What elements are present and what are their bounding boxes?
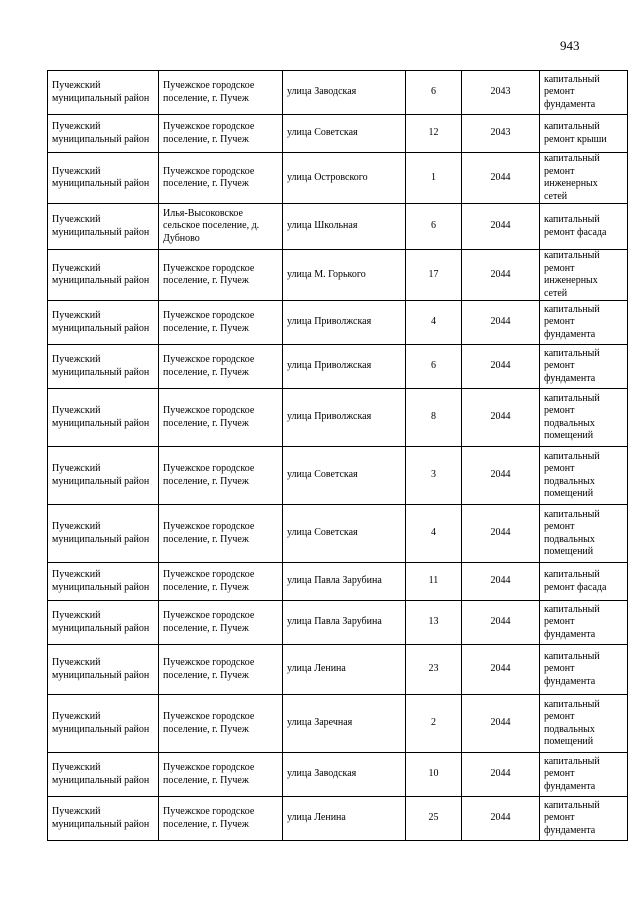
street-cell: улица Павла Зарубина bbox=[283, 601, 406, 645]
work-type-cell: капитальный ремонт крыши bbox=[540, 115, 628, 153]
work-type-cell: капитальный ремонт подвальных помещений bbox=[540, 505, 628, 563]
table-row bbox=[48, 71, 628, 115]
street-cell: улица Ленина bbox=[283, 645, 406, 695]
settlement-cell: Пучежское городское поселение, г. Пучеж bbox=[159, 695, 283, 753]
table-row bbox=[48, 753, 628, 797]
house-number-cell: 1 bbox=[406, 153, 462, 204]
district-cell: Пучежский муниципальный район bbox=[48, 153, 159, 204]
street-cell: улица Приволжская bbox=[283, 301, 406, 345]
table-row bbox=[48, 250, 628, 301]
work-type-cell: капитальный ремонт подвальных помещений bbox=[540, 695, 628, 753]
table-row bbox=[48, 345, 628, 389]
street-cell: улица Заводская bbox=[283, 753, 406, 797]
house-number-cell: 11 bbox=[406, 563, 462, 601]
table-row bbox=[48, 505, 628, 563]
district-cell: Пучежский муниципальный район bbox=[48, 563, 159, 601]
work-type-cell: капитальный ремонт фундамента bbox=[540, 71, 628, 115]
year-cell: 2044 bbox=[462, 447, 540, 505]
settlement-cell: Пучежское городское поселение, г. Пучеж bbox=[159, 505, 283, 563]
district-cell: Пучежский муниципальный район bbox=[48, 601, 159, 645]
settlement-cell: Пучежское городское поселение, г. Пучеж bbox=[159, 345, 283, 389]
street-cell: улица М. Горького bbox=[283, 250, 406, 301]
year-cell: 2044 bbox=[462, 345, 540, 389]
table-row bbox=[48, 389, 628, 447]
district-cell: Пучежский муниципальный район bbox=[48, 645, 159, 695]
work-type-cell: капитальный ремонт фасада bbox=[540, 204, 628, 250]
settlement-cell: Илья-Высоковское сельское поселение, д. Дубново bbox=[159, 204, 283, 250]
house-number-cell: 4 bbox=[406, 505, 462, 563]
street-cell: улица Ленина bbox=[283, 797, 406, 841]
work-type-cell: капитальный ремонт фундамента bbox=[540, 601, 628, 645]
street-cell: улица Приволжская bbox=[283, 389, 406, 447]
district-cell: Пучежский муниципальный район bbox=[48, 505, 159, 563]
settlement-cell: Пучежское городское поселение, г. Пучеж bbox=[159, 389, 283, 447]
table-row bbox=[48, 153, 628, 204]
settlement-cell: Пучежское городское поселение, г. Пучеж bbox=[159, 115, 283, 153]
year-cell: 2044 bbox=[462, 645, 540, 695]
work-type-cell: капитальный ремонт фасада bbox=[540, 563, 628, 601]
district-cell: Пучежский муниципальный район bbox=[48, 345, 159, 389]
settlement-cell: Пучежское городское поселение, г. Пучеж bbox=[159, 447, 283, 505]
house-number-cell: 8 bbox=[406, 389, 462, 447]
work-type-cell: капитальный ремонт фундамента bbox=[540, 753, 628, 797]
repair-schedule-table bbox=[47, 70, 628, 841]
house-number-cell: 4 bbox=[406, 301, 462, 345]
year-cell: 2044 bbox=[462, 204, 540, 250]
house-number-cell: 10 bbox=[406, 753, 462, 797]
year-cell: 2044 bbox=[462, 505, 540, 563]
house-number-cell: 17 bbox=[406, 250, 462, 301]
district-cell: Пучежский муниципальный район bbox=[48, 115, 159, 153]
house-number-cell: 12 bbox=[406, 115, 462, 153]
year-cell: 2043 bbox=[462, 71, 540, 115]
page-number: 943 bbox=[560, 38, 580, 53]
work-type-cell: капитальный ремонт фундамента bbox=[540, 301, 628, 345]
table-row bbox=[48, 695, 628, 753]
work-type-cell: капитальный ремонт инженерных сетей bbox=[540, 250, 628, 301]
settlement-cell: Пучежское городское поселение, г. Пучеж bbox=[159, 797, 283, 841]
year-cell: 2044 bbox=[462, 389, 540, 447]
street-cell: улица Островского bbox=[283, 153, 406, 204]
house-number-cell: 25 bbox=[406, 797, 462, 841]
year-cell: 2044 bbox=[462, 753, 540, 797]
settlement-cell: Пучежское городское поселение, г. Пучеж bbox=[159, 753, 283, 797]
table-body bbox=[48, 71, 628, 841]
street-cell: улица Заводская bbox=[283, 71, 406, 115]
settlement-cell: Пучежское городское поселение, г. Пучеж bbox=[159, 563, 283, 601]
house-number-cell: 6 bbox=[406, 345, 462, 389]
house-number-cell: 23 bbox=[406, 645, 462, 695]
table-row bbox=[48, 601, 628, 645]
work-type-cell: капитальный ремонт фундамента bbox=[540, 645, 628, 695]
table-row bbox=[48, 797, 628, 841]
street-cell: улица Павла Зарубина bbox=[283, 563, 406, 601]
street-cell: улица Приволжская bbox=[283, 345, 406, 389]
year-cell: 2044 bbox=[462, 153, 540, 204]
street-cell: улица Школьная bbox=[283, 204, 406, 250]
house-number-cell: 13 bbox=[406, 601, 462, 645]
table-row bbox=[48, 645, 628, 695]
settlement-cell: Пучежское городское поселение, г. Пучеж bbox=[159, 153, 283, 204]
house-number-cell: 6 bbox=[406, 204, 462, 250]
district-cell: Пучежский муниципальный район bbox=[48, 71, 159, 115]
year-cell: 2044 bbox=[462, 601, 540, 645]
settlement-cell: Пучежское городское поселение, г. Пучеж bbox=[159, 301, 283, 345]
house-number-cell: 3 bbox=[406, 447, 462, 505]
year-cell: 2043 bbox=[462, 115, 540, 153]
settlement-cell: Пучежское городское поселение, г. Пучеж bbox=[159, 601, 283, 645]
work-type-cell: капитальный ремонт фундамента bbox=[540, 345, 628, 389]
district-cell: Пучежский муниципальный район bbox=[48, 695, 159, 753]
work-type-cell: капитальный ремонт подвальных помещений bbox=[540, 389, 628, 447]
district-cell: Пучежский муниципальный район bbox=[48, 389, 159, 447]
district-cell: Пучежский муниципальный район bbox=[48, 447, 159, 505]
year-cell: 2044 bbox=[462, 301, 540, 345]
table-row bbox=[48, 563, 628, 601]
street-cell: улица Советская bbox=[283, 115, 406, 153]
settlement-cell: Пучежское городское поселение, г. Пучеж bbox=[159, 71, 283, 115]
work-type-cell: капитальный ремонт фундамента bbox=[540, 797, 628, 841]
year-cell: 2044 bbox=[462, 563, 540, 601]
district-cell: Пучежский муниципальный район bbox=[48, 250, 159, 301]
street-cell: улица Советская bbox=[283, 447, 406, 505]
year-cell: 2044 bbox=[462, 250, 540, 301]
house-number-cell: 6 bbox=[406, 71, 462, 115]
district-cell: Пучежский муниципальный район bbox=[48, 753, 159, 797]
table-row bbox=[48, 301, 628, 345]
street-cell: улица Советская bbox=[283, 505, 406, 563]
table-row bbox=[48, 447, 628, 505]
district-cell: Пучежский муниципальный район bbox=[48, 204, 159, 250]
house-number-cell: 2 bbox=[406, 695, 462, 753]
year-cell: 2044 bbox=[462, 695, 540, 753]
district-cell: Пучежский муниципальный район bbox=[48, 797, 159, 841]
settlement-cell: Пучежское городское поселение, г. Пучеж bbox=[159, 645, 283, 695]
table-row bbox=[48, 115, 628, 153]
settlement-cell: Пучежское городское поселение, г. Пучеж bbox=[159, 250, 283, 301]
year-cell: 2044 bbox=[462, 797, 540, 841]
work-type-cell: капитальный ремонт подвальных помещений bbox=[540, 447, 628, 505]
street-cell: улица Заречная bbox=[283, 695, 406, 753]
table-row bbox=[48, 204, 628, 250]
work-type-cell: капитальный ремонт инженерных сетей bbox=[540, 153, 628, 204]
district-cell: Пучежский муниципальный район bbox=[48, 301, 159, 345]
